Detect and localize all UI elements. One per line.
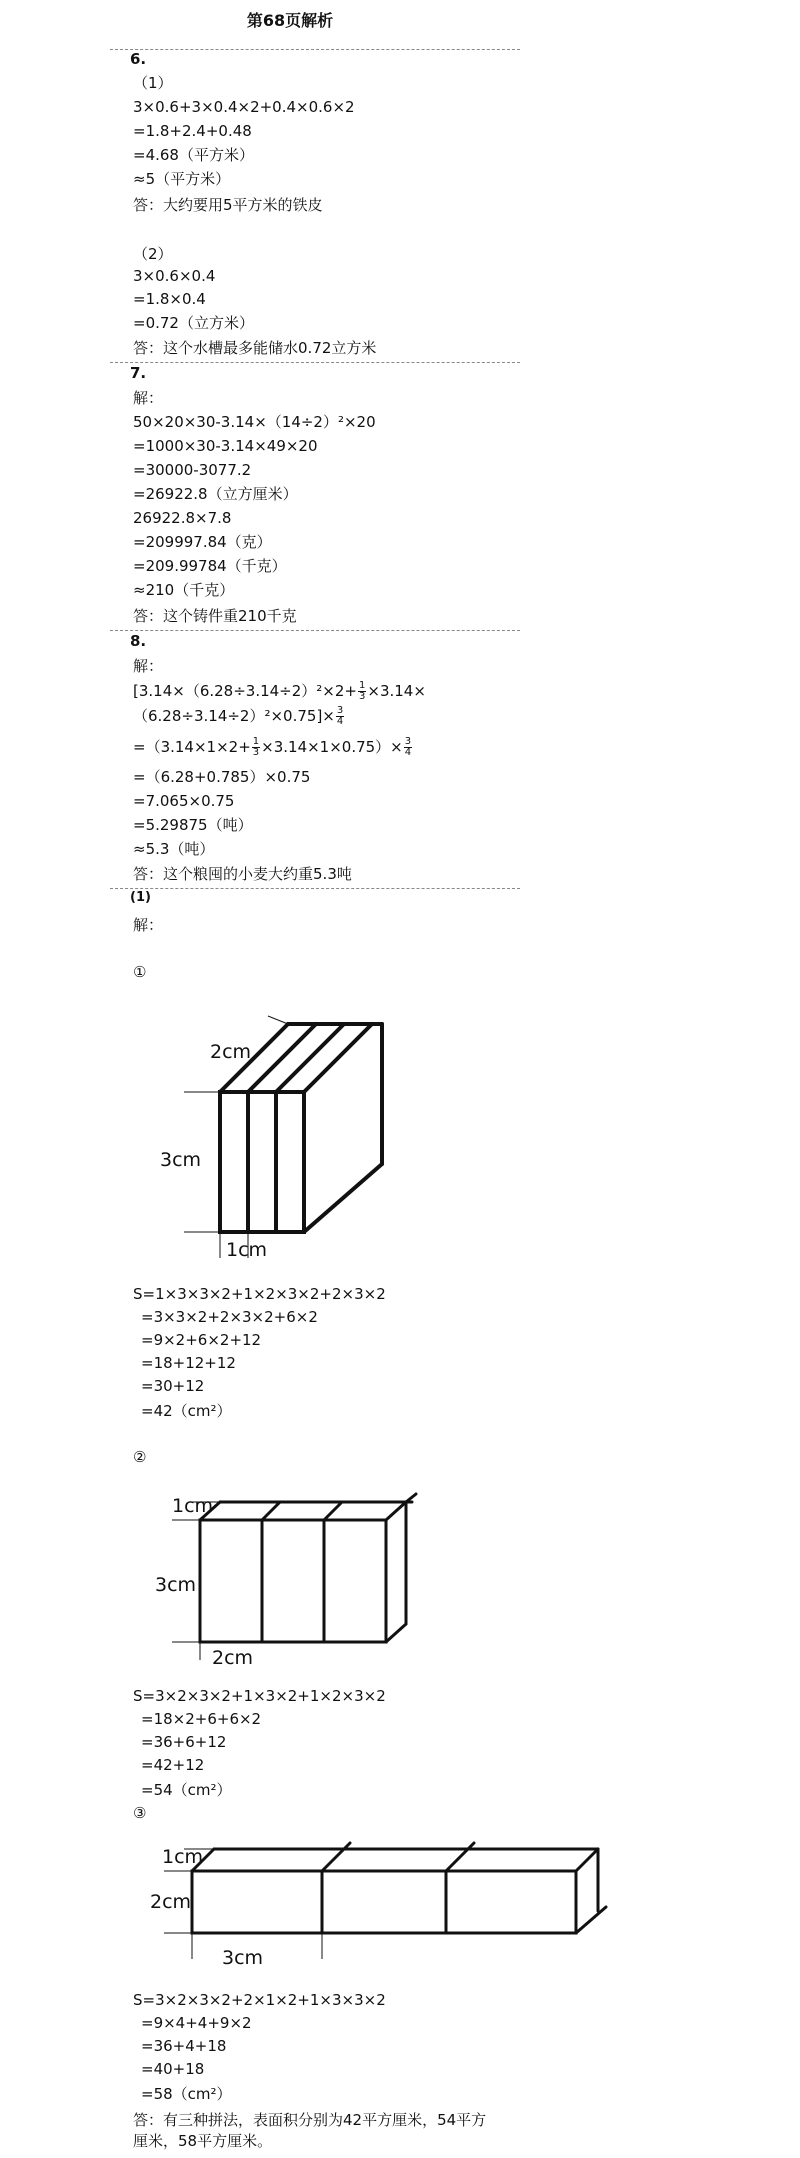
figure-2-height-label: 3cm: [155, 1574, 197, 1596]
q8-text: （6.28÷3.14÷2）²×0.75]×: [133, 707, 335, 725]
figure-3-cuboid: [140, 1835, 620, 1975]
calc2-line: S=3×2×3×2+1×3×2+1×2×3×2: [133, 1687, 386, 1705]
calc1-line: =18+12+12: [141, 1354, 236, 1372]
q8-line: =5.29875（吨）: [133, 816, 253, 834]
question-number-8: 8.: [130, 632, 147, 650]
q7-line: 解：: [133, 389, 164, 407]
fraction-three-quarters: [404, 737, 412, 758]
figure-2-cuboid: [150, 1490, 430, 1670]
calc1-line: =42（cm²）: [141, 1402, 232, 1420]
q8-formula-line-3: [133, 737, 413, 758]
question-number-9: (1): [130, 890, 151, 905]
q6-answer: 答：大约要用5平方米的铁皮: [133, 196, 323, 214]
figure-2-width-label: 2cm: [212, 1647, 254, 1669]
q6-line: ≈5（平方米）: [133, 170, 231, 188]
q6-line: 3×0.6×0.4: [133, 267, 216, 285]
q6-line: 3×0.6+3×0.4×2+0.4×0.6×2: [133, 98, 355, 116]
calc2-line: =36+6+12: [141, 1733, 227, 1751]
question-number-6: 6.: [130, 50, 147, 68]
q6-answer: 答：这个水槽最多能储水0.72立方米: [133, 339, 377, 357]
q6-line: =1.8×0.4: [133, 290, 206, 308]
q8-line: ≈5.3（吨）: [133, 840, 215, 858]
q8-formula-line-1: [133, 681, 426, 702]
case-1-label: ①: [133, 963, 147, 981]
figure-1-width-label: 2cm: [210, 1041, 252, 1063]
q6-line: =0.72（立方米）: [133, 314, 254, 332]
fraction-denominator: 3: [252, 747, 260, 758]
q7-line: 26922.8×7.8: [133, 509, 232, 527]
q8-answer: 答：这个粮囤的小麦大约重5.3吨: [133, 865, 352, 883]
q8-text: =（3.14×1×2+: [133, 738, 251, 756]
q7-line: 50×20×30-3.14×（14÷2）²×20: [133, 413, 376, 431]
figure-1-cuboid: [140, 1008, 460, 1278]
q8-line: 解：: [133, 657, 164, 675]
calc1-line: =9×2+6×2+12: [141, 1331, 262, 1349]
fraction-denominator: 3: [359, 691, 366, 702]
fraction-one-third: [252, 737, 260, 758]
q6-line: （1）: [133, 74, 173, 92]
calc3-line: =40+18: [141, 2060, 205, 2078]
calc2-line: =54（cm²）: [141, 1781, 232, 1799]
page-title: 第68页解析: [246, 11, 334, 30]
calc2-line: =42+12: [141, 1756, 205, 1774]
fraction-denominator: 4: [336, 716, 344, 727]
divider: [110, 888, 520, 889]
q6-line: =4.68（平方米）: [133, 146, 254, 164]
q7-line: =30000-3077.2: [133, 461, 252, 479]
fraction-numerator: 3: [336, 705, 344, 716]
q9-answer: 答：有三种拼法，表面积分别为42平方厘米，54平方: [133, 2111, 487, 2129]
case-3-label: ③: [133, 1804, 147, 1822]
divider: [110, 630, 520, 631]
calc3-line: =36+4+18: [141, 2037, 227, 2055]
q6-line: （2）: [133, 245, 173, 263]
figure-1-height-label: 3cm: [160, 1149, 202, 1171]
fraction-denominator: 4: [404, 747, 412, 758]
divider: [110, 362, 520, 363]
calc3-line: =58（cm²）: [141, 2085, 232, 2103]
calc1-line: =3×3×2+2×3×2+6×2: [141, 1308, 318, 1326]
fraction-numerator: 1: [252, 736, 260, 747]
fraction-numerator: 1: [359, 680, 366, 691]
calc3-line: S=3×2×3×2+2×1×2+1×3×3×2: [133, 1991, 386, 2009]
q8-line: =7.065×0.75: [133, 792, 235, 810]
figure-1-depth-label: 1cm: [226, 1239, 268, 1261]
q8-text: ×3.14×1×0.75）×: [261, 738, 403, 756]
fraction-three-quarters: [336, 706, 344, 727]
q7-line: =26922.8（立方厘米）: [133, 485, 298, 503]
q7-line: =1000×30-3.14×49×20: [133, 437, 318, 455]
figure-2-top-label: 1cm: [172, 1495, 214, 1517]
q9-answer-continued: 厘米，58平方厘米。: [133, 2132, 273, 2150]
figure-3-height-label: 2cm: [150, 1891, 192, 1913]
q8-formula-line-2: [133, 706, 345, 727]
q7-line: =209.99784（千克）: [133, 557, 287, 575]
q7-answer: 答：这个铸件重210千克: [133, 607, 297, 625]
calc1-line: =30+12: [141, 1377, 205, 1395]
q7-line: =209997.84（克）: [133, 533, 272, 551]
fraction-one-third: [358, 681, 366, 702]
fraction-numerator: 3: [404, 736, 412, 747]
figure-3-width-label: 3cm: [222, 1947, 264, 1969]
q8-text: [3.14×（6.28÷3.14÷2）²×2+: [133, 682, 357, 700]
q8-line: =（6.28+0.785）×0.75: [133, 768, 311, 786]
case-2-label: ②: [133, 1448, 147, 1466]
divider: [110, 49, 520, 50]
question-number-7: 7.: [130, 364, 147, 382]
calc3-line: =9×4+4+9×2: [141, 2014, 252, 2032]
q7-line: ≈210（千克）: [133, 581, 235, 599]
calc1-line: S=1×3×3×2+1×2×3×2+2×3×2: [133, 1285, 386, 1303]
q8-text: ×3.14×: [367, 682, 426, 700]
figure-3-top-label: 1cm: [162, 1846, 204, 1868]
calc2-line: =18×2+6+6×2: [141, 1710, 262, 1728]
q9-line: 解：: [133, 916, 164, 934]
q6-line: =1.8+2.4+0.48: [133, 122, 252, 140]
